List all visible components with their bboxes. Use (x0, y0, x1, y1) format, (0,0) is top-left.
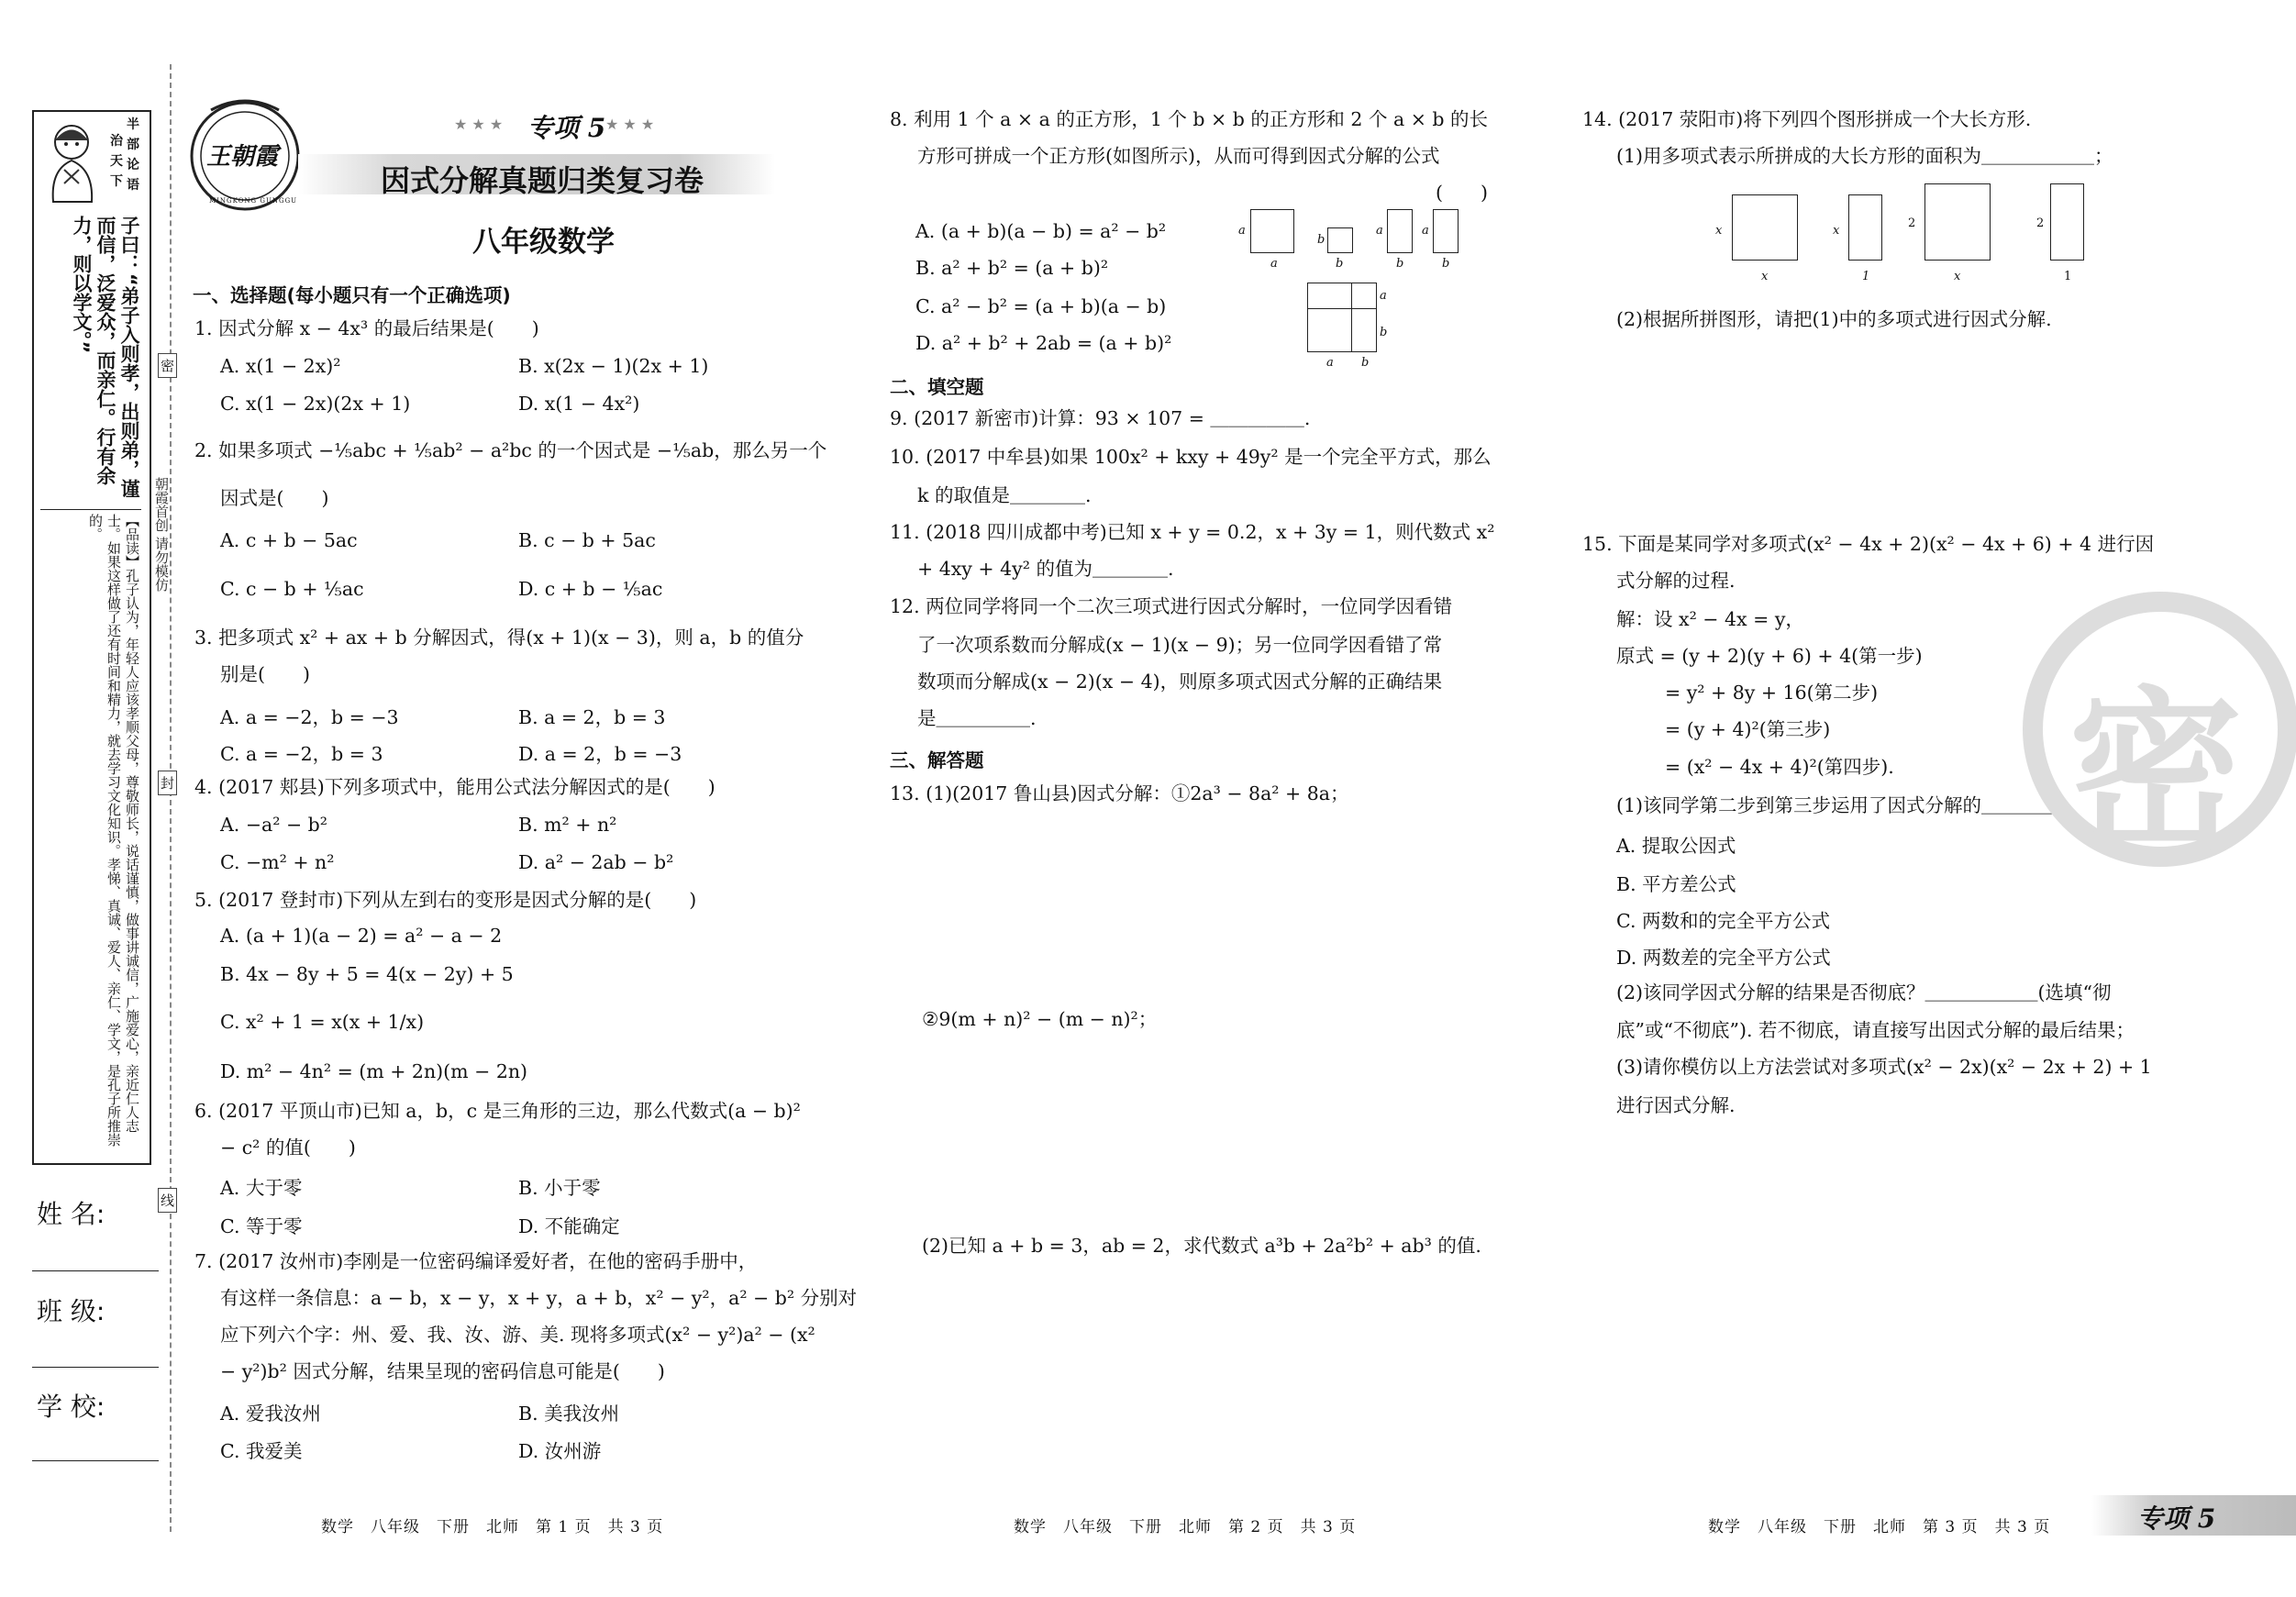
q15-part2-cont: 底”或“不彻底”). 若不彻底，请直接写出因式分解的最后结果； (1616, 1019, 2135, 1041)
q14: 14. (2017 荥阳市)将下列四个图形拼成一个大长方形. (1582, 108, 2032, 130)
q8-opt-b: B. a² + b² = (a + b)² (915, 257, 1109, 279)
q3-opt-a: A. a = −2，b = −3 (220, 706, 399, 728)
q8-opt-a: A. (a + b)(a − b) = a² − b² (915, 220, 1167, 242)
q7: 7. (2017 汝州市)李刚是一位密码编译爱好者，在他的密码手册中， (194, 1250, 758, 1272)
q7-cont2: 应下列六个字：州、爱、我、汝、游、美. 现将多项式(x² − y²)a² − (x² (220, 1324, 815, 1346)
page-title: 因式分解真题归类复习卷 (381, 163, 704, 198)
q11: 11. (2018 四川成都中考)已知 x + y = 0.2，x + 3y = 1，则代数式 x² (890, 521, 1495, 543)
fig-rect-x1 (1848, 194, 1882, 261)
q3-opt-d: D. a = 2，b = −3 (518, 743, 682, 765)
q15-opt-a: A. 提取公因式 (1616, 835, 1736, 857)
fig-label: a (1326, 356, 1334, 370)
seal-char: 密 (158, 353, 177, 378)
q15-step2: = y² + 8y + 16(第二步) (1665, 682, 1879, 704)
q15-part2: (2)该同学因式分解的结果是否彻底？＿＿＿＿＿＿(选填“彻 (1616, 981, 2112, 1004)
q6-opt-b: B. 小于零 (518, 1177, 601, 1199)
q15-part1: (1)该同学第二步到第三步运用了因式分解的＿＿＿＿； (1616, 794, 2076, 816)
sidebar-vertical-note: 朝霞首创 请勿模仿 (153, 477, 170, 592)
q2-cont: 因式是( ) (220, 487, 329, 509)
banner-char: 部 (127, 138, 139, 152)
fig-label: b (1396, 257, 1404, 271)
q8-opt-c: C. a² − b² = (a + b)(a − b) (915, 295, 1167, 317)
q2-opt-d: D. c + b − ⅕ac (518, 578, 663, 600)
stamp-char: 密 (2069, 671, 2244, 874)
q13-part-b: (2)已知 a + b = 3，ab = 2，求代数式 a³b + 2a²b² + ab³ 的值. (922, 1235, 1481, 1257)
corner-tag: 专项 5 (2137, 1503, 2216, 1534)
fig-square-b (1327, 227, 1353, 253)
fig-label: b (1361, 356, 1370, 370)
q15-opt-d: D. 两数差的完全平方公式 (1616, 947, 1831, 969)
fig-divider-v (1351, 283, 1352, 352)
banner-char: 下 (110, 174, 123, 189)
sidebar-banner (110, 115, 147, 206)
q7-opt-c: C. 我爱美 (220, 1440, 303, 1462)
banner-char: 语 (127, 178, 139, 193)
logo-text: 王朝霞 (206, 143, 279, 171)
q15-part3-cont: 进行因式分解. (1616, 1094, 1736, 1116)
q15-step3: = (y + 4)²(第三步) (1665, 718, 1831, 740)
fig-label: x (1833, 224, 1840, 238)
q9: 9. (2017 新密市)计算：93 × 107 = ＿＿＿＿＿. (890, 407, 1311, 429)
topic-label: 专项 5 (527, 113, 606, 143)
page-footer-1: 数学 八年级 下册 北师 第 1 页 共 3 页 (321, 1518, 664, 1536)
topic-stars: ★ ★ ★ (454, 116, 504, 133)
q14-part2: (2)根据所拼图形，请把(1)中的多项式进行因式分解. (1616, 308, 2052, 330)
q15-opt-c: C. 两数和的完全平方公式 (1616, 910, 1830, 932)
q5-opt-c: C. x² + 1 = x(x + 1/x) (220, 1011, 425, 1033)
fig-label: 1 (2064, 270, 2072, 283)
q3-cont: 别是( ) (220, 663, 310, 685)
q7-cont1: 有这样一条信息：a − b，x − y，x + y，a + b，x² − y²，a² − b² 分别对 (220, 1287, 858, 1309)
fig-label: b (1380, 326, 1388, 339)
q4: 4. (2017 郏县)下列多项式中，能用公式法分解因式的是( ) (194, 776, 715, 798)
q15-step0: 解：设 x² − 4x = y， (1616, 608, 1804, 630)
page-subtitle: 八年级数学 (472, 226, 615, 259)
page-footer-2: 数学 八年级 下册 北师 第 2 页 共 3 页 (1014, 1518, 1357, 1536)
q7-opt-d: D. 汝州游 (518, 1440, 602, 1462)
q12: 12. 两位同学将同一个二次三项式进行因式分解时，一位同学因看错 (890, 595, 1453, 617)
section-answer: 三、解答题 (890, 749, 984, 771)
q3-opt-c: C. a = −2，b = 3 (220, 743, 383, 765)
class-field[interactable] (32, 1367, 159, 1368)
q1-opt-d: D. x(1 − 4x²) (518, 393, 640, 415)
q14-part1: (1)用多项式表示所拼成的大长方形的面积为＿＿＿＿＿＿； (1616, 145, 2113, 167)
sidebar-quote: 子曰：“弟子入则孝，出则弟，谨而信，泛爱众，而亲仁。行有余力，则以学文。” (40, 216, 141, 510)
name-label: 姓 名: (37, 1199, 105, 1229)
fold-line (170, 64, 172, 1532)
q10: 10. (2017 中牟县)如果 100x² + kxy + 49y² 是一个完全平方式，那么 (890, 446, 1492, 468)
q1-opt-b: B. x(2x − 1)(2x + 1) (518, 355, 709, 377)
school-field[interactable] (32, 1460, 159, 1461)
q4-opt-a: A. −a² − b² (220, 814, 328, 836)
q3: 3. 把多项式 x² + ax + b 分解因式，得(x + 1)(x − 3)，则 a，b 的值分 (194, 627, 804, 649)
q6-opt-c: C. 等于零 (220, 1215, 303, 1237)
fig-rect-2x (1924, 183, 1991, 261)
logo-sub: MINGKONG GUNGGU (209, 197, 298, 205)
fig-label: b (1317, 233, 1325, 247)
fig-label: 1 (1862, 270, 1870, 283)
fig-label: b (1442, 257, 1450, 271)
fig-label: b (1336, 257, 1344, 271)
q12-cont3: 是＿＿＿＿＿. (917, 707, 1037, 729)
q10-cont: k 的取值是＿＿＿＿. (917, 484, 1092, 506)
q13-part2: ②9(m + n)² − (m − n)²； (922, 1008, 1158, 1030)
section-fill: 二、填空题 (890, 376, 984, 398)
q7-opt-b: B. 美我汝州 (518, 1403, 620, 1425)
q13: 13. (1)(2017 鲁山县)因式分解：①2a³ − 8a² + 8a； (890, 782, 1349, 804)
q6: 6. (2017 平顶山市)已知 a，b，c 是三角形的三边，那么代数式(a − b)² (194, 1100, 801, 1122)
fig-label: a (1380, 289, 1387, 303)
q2-opt-a: A. c + b − 5ac (220, 529, 358, 551)
q5-opt-a: A. (a + 1)(a − 2) = a² − a − 2 (220, 925, 503, 947)
seal-char: 封 (158, 771, 177, 795)
q15-cont: 式分解的过程. (1616, 570, 1736, 592)
q5: 5. (2017 登封市)下列从左到右的变形是因式分解的是( ) (194, 889, 697, 911)
banner-char: 治 (110, 134, 123, 149)
q6-cont: − c² 的值( ) (220, 1137, 356, 1159)
fig-rect-ab-1 (1387, 209, 1413, 253)
q15-part3: (3)请你模仿以上方法尝试对多项式(x² − 2x)(x² − 2x + 2) + 1 (1616, 1056, 2152, 1078)
section-choice: 一、选择题(每小题只有一个正确选项) (193, 284, 511, 306)
q4-opt-d: D. a² − 2ab − b² (518, 851, 674, 873)
q4-opt-c: C. −m² + n² (220, 851, 335, 873)
q15: 15. 下面是某同学对多项式(x² − 4x + 2)(x² − 4x + 6) + 4 进行因 (1582, 533, 2155, 555)
fig-label: a (1270, 257, 1278, 271)
q2: 2. 如果多项式 −⅕abc + ⅕ab² − a²bc 的一个因式是 −⅕ab，那么另一个 (194, 439, 827, 461)
q12-cont1: 了一次项系数而分解成(x − 1)(x − 9)；另一位同学因看错了常 (917, 634, 1443, 656)
q2-opt-b: B. c − b + 5ac (518, 529, 656, 551)
fig-rect-ab-2 (1433, 209, 1459, 253)
page-footer-3: 数学 八年级 下册 北师 第 3 页 共 3 页 (1708, 1518, 2051, 1536)
q6-opt-a: A. 大于零 (220, 1177, 303, 1199)
banner-char: 天 (110, 154, 123, 169)
q2-opt-c: C. c − b + ⅕ac (220, 578, 364, 600)
q4-opt-b: B. m² + n² (518, 814, 617, 836)
fig-label: x (1954, 270, 1961, 283)
fig-label: a (1376, 224, 1383, 238)
q8-paren: ( ) (1436, 182, 1488, 204)
seal-char: 线 (158, 1188, 177, 1213)
fig-square-a (1250, 209, 1294, 253)
fig-label: a (1238, 224, 1246, 238)
fig-label: 2 (1908, 216, 1916, 230)
q8: 8. 利用 1 个 a × a 的正方形，1 个 b × b 的正方形和 2 个 a × b 的长 (890, 108, 1489, 130)
q8-cont: 方形可拼成一个正方形(如图所示)，从而可得到因式分解的公式 (917, 145, 1440, 167)
fig-label: x (1715, 224, 1723, 238)
banner-char: 半 (127, 117, 139, 132)
q6-opt-d: D. 不能确定 (518, 1215, 620, 1237)
q8-opt-d: D. a² + b² + 2ab = (a + b)² (915, 332, 1172, 354)
q5-opt-d: D. m² − 4n² = (m + 2n)(m − 2n) (220, 1060, 528, 1082)
q15-step4: = (x² − 4x + 4)²(第四步). (1665, 756, 1894, 778)
fig-label: 2 (2036, 216, 2045, 230)
fig-label: x (1761, 270, 1769, 283)
q15-step1: 原式 = (y + 2)(y + 6) + 4(第一步) (1616, 645, 1923, 667)
q1: 1. 因式分解 x − 4x³ 的最后结果是( ) (194, 317, 539, 339)
q5-opt-b: B. 4x − 8y + 5 = 4(x − 2y) + 5 (220, 963, 514, 985)
fig-divider-h (1307, 308, 1377, 309)
q1-opt-a: A. x(1 − 2x)² (220, 355, 341, 377)
q7-opt-a: A. 爱我汝州 (220, 1403, 321, 1425)
banner-char: 论 (127, 158, 139, 172)
q15-opt-b: B. 平方差公式 (1616, 873, 1736, 895)
name-field[interactable] (32, 1270, 159, 1271)
school-label: 学 校: (37, 1392, 105, 1422)
fig-square-x (1732, 194, 1798, 261)
q7-cont3: − y²)b² 因式分解，结果呈现的密码信息可能是( ) (220, 1360, 665, 1382)
sidebar-portrait-icon (37, 115, 110, 206)
q12-cont2: 数项而分解成(x − 2)(x − 4)，则原多项式因式分解的正确结果 (917, 671, 1443, 693)
class-label: 班 级: (37, 1296, 105, 1326)
q11-cont: + 4xy + 4y² 的值为＿＿＿＿. (917, 558, 1174, 580)
q1-opt-c: C. x(1 − 2x)(2x + 1) (220, 393, 411, 415)
fig-label: a (1422, 224, 1429, 238)
topic-stars-right: ★ ★ ★ (605, 116, 655, 133)
sidebar-reading: 【品读】孔子认为，年轻人应该孝顺父母，尊敬师长，说话谨慎，做事讲诚信，广施爱心，亲近仁人志士。如果这样做了还有时间和精力，就去学习文化知识。孝悌、真诚、爱人、亲仁、学文，是孔子所推崇的。 (87, 514, 140, 1147)
fig-combined-square (1307, 283, 1377, 352)
fig-rect-21 (2050, 183, 2084, 261)
q3-opt-b: B. a = 2，b = 3 (518, 706, 666, 728)
